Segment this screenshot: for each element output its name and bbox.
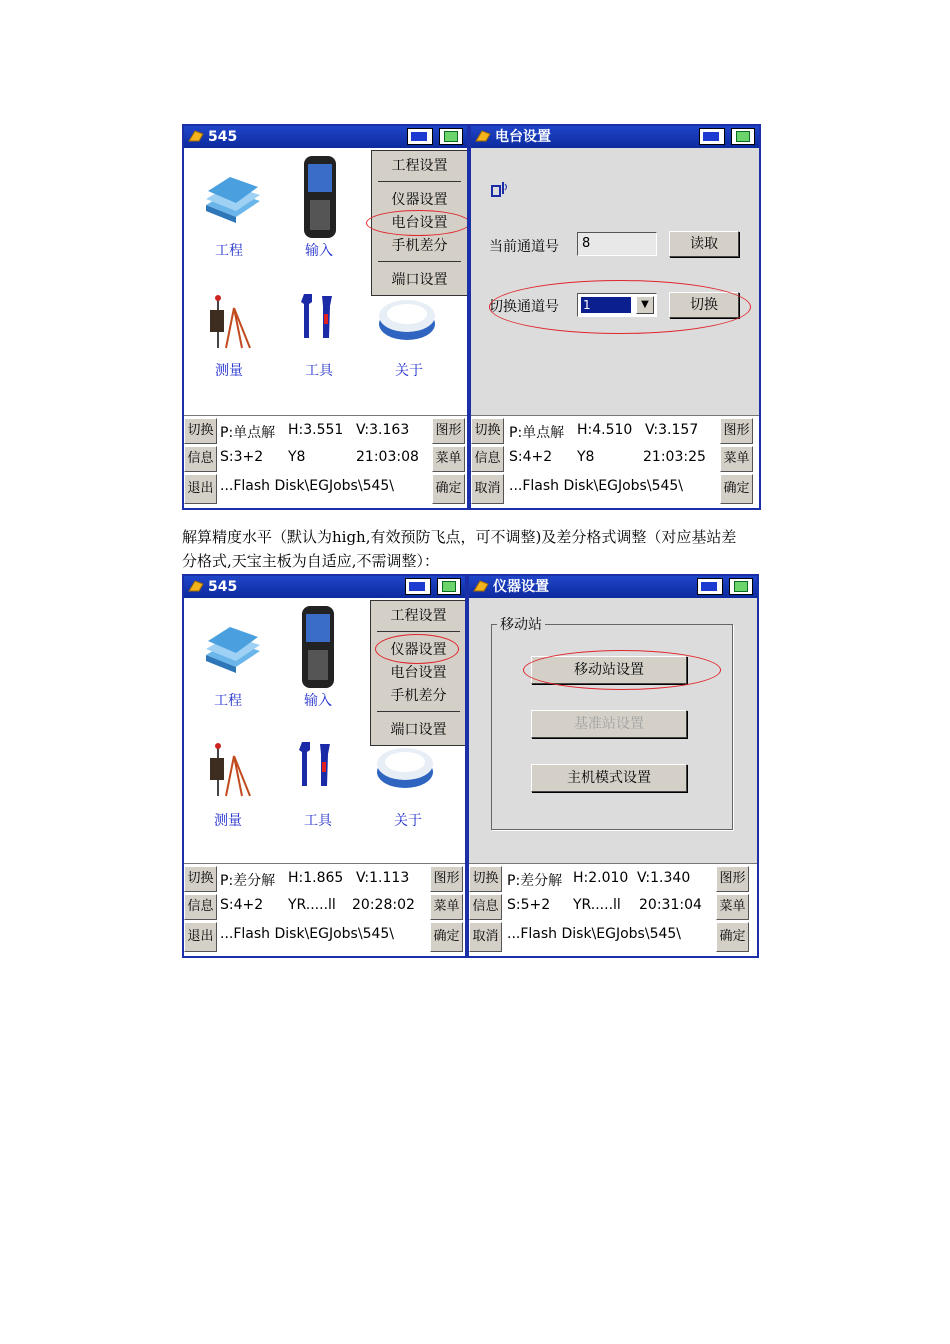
highlight-oval [366, 210, 469, 236]
satellite-count: S:4+2 [509, 449, 553, 465]
survey-person-icon[interactable] [204, 742, 256, 798]
group-title: 移动站 [497, 614, 545, 634]
input-handheld-icon[interactable] [296, 604, 340, 690]
clock-time: 20:31:04 [639, 897, 702, 913]
satellite-count: S:4+2 [220, 897, 264, 913]
app-logo-icon [474, 129, 492, 143]
status-bar [184, 863, 465, 956]
clock-time: 21:03:08 [356, 449, 419, 465]
signal-indicator: YR.....ll [573, 897, 621, 913]
menu-item-phone-differential[interactable]: 手机差分 [390, 688, 447, 704]
switch-channel-label: 切换通道号 [489, 299, 559, 315]
graph-button[interactable]: 图形 [720, 418, 753, 444]
ok-button[interactable]: 确定 [716, 922, 749, 952]
screen-545-top [182, 124, 469, 510]
body-paragraph-line-1: 解算精度水平（默认为high,有效预防飞点，可不调整)及差分格式调整（对应基站差 [182, 528, 737, 546]
chevron-down-icon[interactable]: ▼ [636, 296, 654, 314]
job-path: ...Flash Disk\EGJobs\545\ [509, 478, 684, 494]
menu-item-instrument-settings[interactable]: 仪器设置 [390, 642, 447, 658]
window-title: 545 [208, 129, 238, 145]
menu-item-port-settings[interactable]: 端口设置 [390, 722, 447, 738]
battery-icon[interactable] [407, 128, 433, 145]
about-receiver-icon[interactable] [374, 746, 436, 790]
screen-instrument-settings [467, 574, 759, 958]
window-title: 仪器设置 [493, 579, 549, 595]
menu-item-instrument-settings[interactable]: 仪器设置 [391, 192, 448, 208]
menu-button[interactable]: 菜单 [432, 446, 465, 472]
title-bar [469, 576, 757, 598]
signal-indicator: YR.....ll [288, 897, 336, 913]
job-path: ...Flash Disk\EGJobs\545\ [220, 926, 395, 942]
switch-button[interactable]: 切换 [469, 866, 502, 892]
status-bar [184, 415, 467, 508]
about-receiver-icon[interactable] [376, 298, 438, 342]
project-books-icon[interactable] [202, 171, 264, 227]
cancel-button[interactable]: 取消 [469, 922, 502, 952]
app-label-about[interactable]: 关于 [394, 813, 422, 829]
app-label-survey[interactable]: 测量 [215, 363, 243, 379]
keyboard-icon[interactable] [437, 578, 461, 595]
window-title: 545 [208, 579, 238, 595]
app-label-project[interactable]: 工程 [214, 693, 242, 709]
survey-person-icon[interactable] [204, 294, 256, 350]
tools-wrench-icon[interactable] [296, 740, 336, 792]
app-label-tools[interactable]: 工具 [305, 363, 333, 379]
info-button[interactable]: 信息 [184, 894, 217, 920]
battery-icon[interactable] [405, 578, 431, 595]
window-title: 电台设置 [495, 129, 551, 145]
clock-time: 20:28:02 [352, 897, 415, 913]
solution-status: P:单点解 [220, 425, 276, 441]
title-bar [184, 126, 467, 148]
exit-button[interactable]: 退出 [184, 474, 217, 504]
satellite-count: S:3+2 [220, 449, 264, 465]
highlight-oval [489, 280, 751, 334]
solution-status: P:差分解 [507, 873, 563, 889]
signal-indicator: Y8 [288, 449, 306, 465]
instrument-content-area [469, 598, 757, 864]
current-channel-field: 8 [577, 232, 657, 256]
host-mode-settings-button[interactable]: 主机模式设置 [531, 764, 687, 792]
channel-select[interactable]: 1 ▼ [577, 293, 657, 317]
info-button[interactable]: 信息 [469, 894, 502, 920]
menu-separator [377, 711, 460, 712]
switch-button[interactable]: 切换 [184, 418, 217, 444]
info-button[interactable]: 信息 [471, 446, 504, 472]
app-label-input[interactable]: 输入 [304, 693, 332, 709]
project-books-icon[interactable] [202, 621, 264, 677]
satellite-count: S:5+2 [507, 897, 551, 913]
menu-button[interactable]: 菜单 [430, 894, 463, 920]
solution-status: P:单点解 [509, 425, 565, 441]
screen-545-bottom [182, 574, 467, 958]
job-path: ...Flash Disk\EGJobs\545\ [220, 478, 395, 494]
menu-separator [377, 631, 460, 632]
battery-icon[interactable] [699, 128, 725, 145]
app-logo-icon [472, 579, 490, 593]
keyboard-icon[interactable] [731, 128, 755, 145]
switch-button[interactable]: 切换 [184, 866, 217, 892]
menu-item-phone-differential[interactable]: 手机差分 [391, 238, 448, 254]
menu-item-radio-settings[interactable]: 电台设置 [390, 665, 447, 681]
h-precision: H:1.865 [288, 870, 344, 886]
input-handheld-icon[interactable] [298, 154, 342, 240]
ok-button[interactable]: 确定 [720, 474, 753, 504]
keyboard-icon[interactable] [729, 578, 753, 595]
settings-menu [370, 600, 467, 746]
switch-channel-button[interactable]: 切换 [669, 292, 739, 318]
exit-button[interactable]: 退出 [184, 922, 217, 952]
menu-item-radio-settings[interactable]: 电台设置 [391, 215, 448, 231]
info-button[interactable]: 信息 [184, 446, 217, 472]
menu-button[interactable]: 菜单 [720, 446, 753, 472]
status-bar [469, 863, 757, 956]
ok-button[interactable]: 确定 [432, 474, 465, 504]
highlight-oval [375, 634, 459, 664]
v-precision: V:1.113 [356, 870, 410, 886]
graph-button[interactable]: 图形 [432, 418, 465, 444]
ok-button[interactable]: 确定 [430, 922, 463, 952]
read-button[interactable]: 读取 [669, 231, 739, 257]
solution-status: P:差分解 [220, 873, 276, 889]
title-bar [184, 576, 465, 598]
clock-time: 21:03:25 [643, 449, 706, 465]
graph-button[interactable]: 图形 [430, 866, 463, 892]
menu-button[interactable]: 菜单 [716, 894, 749, 920]
status-bar [471, 415, 759, 508]
signal-indicator: Y8 [577, 449, 595, 465]
h-precision: H:2.010 [573, 870, 629, 886]
menu-item-port-settings[interactable]: 端口设置 [391, 272, 448, 288]
highlight-oval [523, 650, 721, 690]
app-label-tools[interactable]: 工具 [304, 813, 332, 829]
v-precision: V:3.163 [356, 422, 410, 438]
keyboard-icon[interactable] [439, 128, 463, 145]
radio-content-area [471, 148, 759, 416]
menu-item-project-settings[interactable]: 工程设置 [390, 608, 447, 624]
app-label-project[interactable]: 工程 [215, 243, 243, 259]
battery-icon[interactable] [697, 578, 723, 595]
current-channel-label: 当前通道号 [489, 239, 559, 255]
graph-button[interactable]: 图形 [716, 866, 749, 892]
cancel-button[interactable]: 取消 [471, 474, 504, 504]
body-paragraph-line-2: 分格式,天宝主板为自适应,不需调整）： [182, 552, 440, 570]
menu-separator [378, 181, 461, 182]
job-path: ...Flash Disk\EGJobs\545\ [507, 926, 682, 942]
base-settings-button[interactable]: 基准站设置 [531, 710, 687, 738]
app-logo-icon [187, 579, 205, 593]
v-precision: V:1.340 [637, 870, 691, 886]
app-label-survey[interactable]: 测量 [214, 813, 242, 829]
title-bar [471, 126, 759, 148]
radio-antenna-icon [491, 180, 509, 198]
v-precision: V:3.157 [645, 422, 699, 438]
rover-settings-button[interactable]: 移动站设置 [531, 656, 687, 684]
menu-separator [378, 261, 461, 262]
app-label-input[interactable]: 输入 [305, 243, 333, 259]
app-label-about[interactable]: 关于 [395, 363, 423, 379]
tools-wrench-icon[interactable] [298, 292, 338, 344]
h-precision: H:4.510 [577, 422, 633, 438]
switch-button[interactable]: 切换 [471, 418, 504, 444]
menu-item-project-settings[interactable]: 工程设置 [391, 158, 448, 174]
screen-radio-settings [469, 124, 761, 510]
app-logo-icon [187, 129, 205, 143]
h-precision: H:3.551 [288, 422, 344, 438]
